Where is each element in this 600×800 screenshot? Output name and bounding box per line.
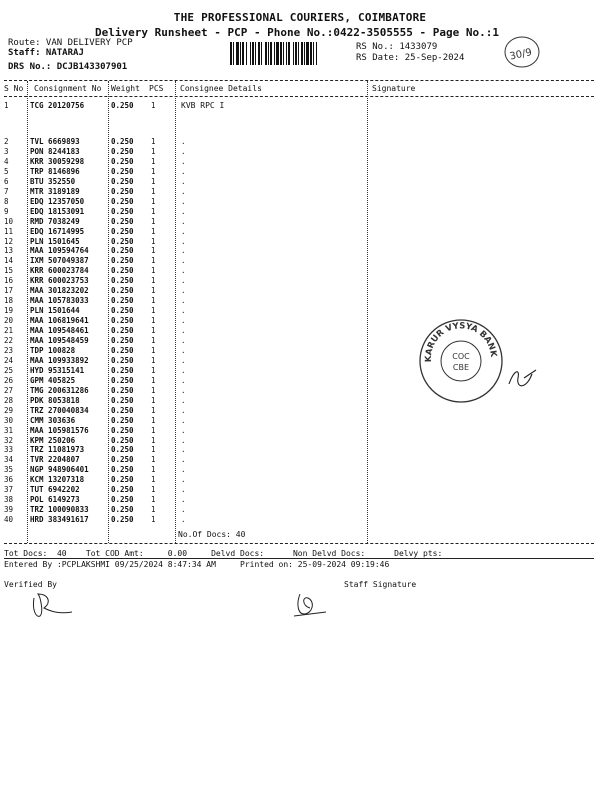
row-weight: 0.250 xyxy=(111,166,134,176)
divider-totals xyxy=(4,558,594,559)
row-sno: 3 xyxy=(4,146,9,156)
row-consignee: . xyxy=(181,276,186,286)
row-pcs: 1 xyxy=(151,256,156,266)
row-consignee: . xyxy=(181,246,186,256)
row-consignment-no: IXM 507049387 xyxy=(30,256,89,266)
row-weight: 0.250 xyxy=(111,395,134,405)
row-weight: 0.250 xyxy=(111,226,134,236)
row-consignment-no: MAA 301823202 xyxy=(30,286,89,296)
row-pcs: 1 xyxy=(151,246,156,256)
row-consignee: . xyxy=(181,505,186,515)
row-weight: 0.250 xyxy=(111,355,134,365)
row-weight: 0.250 xyxy=(111,375,134,385)
row-weight: 0.250 xyxy=(111,455,134,465)
row-pcs: 1 xyxy=(151,515,156,525)
row-weight: 0.250 xyxy=(111,146,134,156)
row-consignee: . xyxy=(181,455,186,465)
row-sno: 29 xyxy=(4,405,14,415)
row-weight: 0.250 xyxy=(111,296,134,306)
row-pcs: 1 xyxy=(151,276,156,286)
row-pcs: 1 xyxy=(151,306,156,316)
row-weight: 0.250 xyxy=(111,415,134,425)
row-weight: 0.250 xyxy=(111,196,134,206)
row-pcs: 1 xyxy=(151,137,156,146)
staff-signature xyxy=(290,588,330,620)
row-sno: 19 xyxy=(4,306,14,316)
row-sno: 4 xyxy=(4,156,9,166)
row-pcs: 1 xyxy=(151,216,156,226)
col-weight: Weight xyxy=(111,84,140,93)
verified-by-label: Verified By xyxy=(4,580,57,589)
company-title: THE PROFESSIONAL COURIERS, COIMBATORE xyxy=(173,11,427,24)
row-consignment-no: MAA 105981576 xyxy=(30,425,89,435)
row-consignee: . xyxy=(181,256,186,266)
row-sno: 8 xyxy=(4,196,9,206)
row-consignee: . xyxy=(181,326,186,336)
row-pcs: 1 xyxy=(151,485,156,495)
row-consignee: . xyxy=(181,146,186,156)
row-consignment-no: TMG 200631286 xyxy=(30,385,89,395)
handwritten-page-mark xyxy=(500,30,548,72)
row-consignee: . xyxy=(181,485,186,495)
barcode-bar xyxy=(317,42,319,65)
row-consignment-no: MAA 109548459 xyxy=(30,336,89,345)
row-consignee: . xyxy=(181,166,186,176)
row-consignment-no: BTU 352550 xyxy=(30,176,76,186)
stamp-cbe: CBE xyxy=(452,363,470,372)
row-pcs: 1 xyxy=(151,345,156,355)
row-consignee: . xyxy=(181,226,186,236)
drs-number: DRS No.: DCJB143307901 xyxy=(8,62,128,72)
table-row xyxy=(0,316,600,326)
row-sno: 5 xyxy=(4,166,9,176)
row-consignment-no: HYD 95315141 xyxy=(30,365,85,375)
row-sno: 40 xyxy=(4,515,14,525)
row-pcs: 1 xyxy=(151,266,156,276)
row-consignment-no: TVL 6669893 xyxy=(30,137,80,146)
row-weight: 0.250 xyxy=(111,435,134,445)
row-weight: 0.250 xyxy=(111,137,134,146)
row-consignee: . xyxy=(181,445,186,455)
row-consignee: . xyxy=(181,495,186,505)
row-consignment-no: MAA 109548461 xyxy=(30,326,89,336)
row-sno: 36 xyxy=(4,475,14,485)
row-pcs: 1 xyxy=(151,395,156,405)
divider-top xyxy=(4,80,594,81)
row-pcs: 1 xyxy=(151,206,156,216)
row-sno: 30 xyxy=(4,415,14,425)
row-consignment-no: EDQ 12357050 xyxy=(30,196,85,206)
row-consignment-no: PLN 1501645 xyxy=(30,236,80,246)
table-row xyxy=(0,416,600,426)
row-sno: 33 xyxy=(4,445,14,455)
row-consignee: . xyxy=(181,156,186,166)
table-row xyxy=(0,157,600,167)
row-pcs: 1 xyxy=(151,176,156,186)
row-consignee: . xyxy=(181,236,186,246)
row-pcs: 1 xyxy=(151,146,156,156)
row-weight: 0.250 xyxy=(111,176,134,186)
table-row xyxy=(0,296,600,306)
row-consignee: . xyxy=(181,345,186,355)
row-weight: 0.250 xyxy=(111,256,134,266)
row-sno: 14 xyxy=(4,256,14,266)
row-consignment-no: POL 6149273 xyxy=(30,495,80,505)
row-pcs: 1 xyxy=(151,385,156,395)
row-consignment-no: PDK 8053818 xyxy=(30,395,80,405)
row-pcs: 1 xyxy=(151,336,156,345)
row-weight: 0.250 xyxy=(111,485,134,495)
row-sno: 2 xyxy=(4,137,9,146)
row-consignment-no: HRD 383491617 xyxy=(30,515,89,525)
col-sno: S No xyxy=(4,84,24,93)
row-pcs: 1 xyxy=(151,286,156,296)
row-pcs: 1 xyxy=(151,236,156,246)
table-row xyxy=(0,455,600,465)
row-sno: 9 xyxy=(4,206,9,216)
row-weight: 0.250 xyxy=(111,316,134,326)
row-weight: 0.250 xyxy=(111,206,134,216)
row-consignee: . xyxy=(181,425,186,435)
row-pcs: 1 xyxy=(151,415,156,425)
row-pcs: 1 xyxy=(151,101,156,110)
row-sno: 25 xyxy=(4,365,14,375)
runsheet-title: Delivery Runsheet - PCP - Phone No.:0422-3505555 - Page No.:1 xyxy=(95,26,499,39)
row-consignee: . xyxy=(181,385,186,395)
row-pcs: 1 xyxy=(151,326,156,336)
row-sno: 24 xyxy=(4,355,14,365)
row-consignee: . xyxy=(181,405,186,415)
row-sno: 7 xyxy=(4,186,9,196)
row-sno: 23 xyxy=(4,345,14,355)
row-consignee: . xyxy=(181,196,186,206)
row-weight: 0.250 xyxy=(111,306,134,316)
row-consignee: . xyxy=(181,515,186,525)
row-weight: 0.250 xyxy=(111,216,134,226)
row-consignment-no: MTR 3189189 xyxy=(30,186,80,196)
rs-date: RS Date: 25-Sep-2024 xyxy=(356,53,465,63)
row-pcs: 1 xyxy=(151,455,156,465)
row-pcs: 1 xyxy=(151,425,156,435)
table-row xyxy=(0,237,600,247)
row-consignment-no: PON 8244183 xyxy=(30,146,80,156)
row-consignment-no: KPM 250206 xyxy=(30,435,76,445)
row-sno: 26 xyxy=(4,375,14,385)
table-row xyxy=(0,266,600,276)
row-consignment-no: TRZ 11081973 xyxy=(30,445,85,455)
row-consignment-no: MAA 106819641 xyxy=(30,316,89,326)
row-pcs: 1 xyxy=(151,405,156,415)
bank-stamp xyxy=(418,318,504,404)
table-row xyxy=(0,256,600,266)
row-weight: 0.250 xyxy=(111,326,134,336)
stamp-bank-name: KARUR VYSYA BANK xyxy=(423,321,499,363)
row-consignee: . xyxy=(181,475,186,485)
row-weight: 0.250 xyxy=(111,365,134,375)
row-weight: 0.250 xyxy=(111,186,134,196)
row-sno: 20 xyxy=(4,316,14,326)
row-weight: 0.250 xyxy=(111,236,134,246)
row-weight: 0.250 xyxy=(111,286,134,296)
row-consignment-no: MAA 105783033 xyxy=(30,296,89,306)
row-pcs: 1 xyxy=(151,166,156,176)
table-row xyxy=(0,436,600,446)
row-sno: 32 xyxy=(4,435,14,445)
row-weight: 0.250 xyxy=(111,276,134,286)
table-row xyxy=(0,217,600,227)
row-pcs: 1 xyxy=(151,196,156,206)
row-weight: 0.250 xyxy=(111,266,134,276)
row-pcs: 1 xyxy=(151,445,156,455)
row-consignment-no: TRP 8146896 xyxy=(30,166,80,176)
table-row xyxy=(0,475,600,485)
table-row xyxy=(0,207,600,217)
row-consignee: . xyxy=(181,336,186,345)
table-row xyxy=(0,505,600,515)
row-pcs: 1 xyxy=(151,156,156,166)
row-pcs: 1 xyxy=(151,495,156,505)
row-pcs: 1 xyxy=(151,186,156,196)
row-weight: 0.250 xyxy=(111,405,134,415)
totals-line: Tot Docs: 40 Tot COD Amt: 0.00 Delvd Docs: Non Delvd Docs: Delvy pts: xyxy=(4,549,443,558)
table-row xyxy=(0,426,600,436)
table-row xyxy=(0,515,600,525)
row-sno: 28 xyxy=(4,395,14,405)
row-pcs: 1 xyxy=(151,226,156,236)
consignee-signature xyxy=(506,364,540,392)
row-weight: 0.250 xyxy=(111,495,134,505)
staff-signature-label: Staff Signature xyxy=(344,580,417,589)
barcode xyxy=(230,42,346,65)
table-row xyxy=(0,346,600,356)
row-consignee: . xyxy=(181,395,186,405)
table-row xyxy=(0,246,600,256)
row-consignment-no: KCM 13207318 xyxy=(30,475,85,485)
table-row xyxy=(0,445,600,455)
col-consignment-no: Consignment No xyxy=(34,84,102,93)
row-consignee: . xyxy=(181,176,186,186)
row-consignee: . xyxy=(181,365,186,375)
row-consignment-no: RMD 7038249 xyxy=(30,216,80,226)
row-consignment-no: KRR 600023753 xyxy=(30,276,89,286)
row-pcs: 1 xyxy=(151,465,156,475)
table-row xyxy=(0,177,600,187)
row-weight: 0.250 xyxy=(111,425,134,435)
row-weight: 0.250 xyxy=(111,101,134,110)
divider-header xyxy=(4,96,594,97)
row-sno: 31 xyxy=(4,425,14,435)
row-consignment-no: PLN 1501644 xyxy=(30,306,80,316)
row-sno: 34 xyxy=(4,455,14,465)
row-consignment-no: EDQ 16714995 xyxy=(30,226,85,236)
table-row xyxy=(0,187,600,197)
row-consignment-no: EDQ 18153091 xyxy=(30,206,85,216)
table-row xyxy=(0,227,600,237)
row-sno: 21 xyxy=(4,326,14,336)
route-label: Route: VAN DELIVERY PCP xyxy=(8,38,133,48)
row-sno: 15 xyxy=(4,266,14,276)
row-consignment-no: KRR 30059298 xyxy=(30,156,85,166)
row-consignment-no: TDP 100828 xyxy=(30,345,76,355)
row-pcs: 1 xyxy=(151,505,156,515)
row-pcs: 1 xyxy=(151,475,156,485)
row-weight: 0.250 xyxy=(111,445,134,455)
row-weight: 0.250 xyxy=(111,505,134,515)
row-sno: 18 xyxy=(4,296,14,306)
row-weight: 0.250 xyxy=(111,385,134,395)
handwritten-page-mark-text: 30/9 xyxy=(508,47,533,63)
row-sno: 16 xyxy=(4,276,14,286)
consignee-kvb: KVB RPC I xyxy=(181,101,225,110)
row-consignment-no: TVR 2204807 xyxy=(30,455,80,465)
row-sno: 1 xyxy=(4,101,9,110)
row-pcs: 1 xyxy=(151,355,156,365)
table-row xyxy=(0,167,600,177)
row-consignment-no: TRZ 270040834 xyxy=(30,405,89,415)
row-consignee: . xyxy=(181,375,186,385)
row-consignee: . xyxy=(181,216,186,226)
row-consignment-no: MAA 109933892 xyxy=(30,355,89,365)
table-row xyxy=(0,495,600,505)
table-row xyxy=(0,286,600,296)
row-consignee: . xyxy=(181,296,186,306)
row-sno: 11 xyxy=(4,226,14,236)
row-consignment-no: GPM 405825 xyxy=(30,375,76,385)
row-weight: 0.250 xyxy=(111,336,134,345)
rs-number: RS No.: 1433079 xyxy=(356,42,438,52)
row-sno: 6 xyxy=(4,176,9,186)
entered-by-line: Entered By :PCPLAKSHMI 09/25/2024 8:47:34 AM Printed on: 25-09-2024 09:19:46 xyxy=(4,560,390,569)
stamp-coc: COC xyxy=(452,352,470,361)
table-row xyxy=(0,326,600,336)
row-sno: 27 xyxy=(4,385,14,395)
row-consignment-no: CMM 303636 xyxy=(30,415,76,425)
row-consignee: . xyxy=(181,316,186,326)
divider-bottom xyxy=(4,543,594,544)
staff-label: Staff: NATARAJ xyxy=(8,48,84,58)
row-weight: 0.250 xyxy=(111,156,134,166)
row-pcs: 1 xyxy=(151,365,156,375)
row-pcs: 1 xyxy=(151,375,156,385)
table-row xyxy=(0,101,600,111)
row-consignee: . xyxy=(181,137,186,146)
row-consignee: . xyxy=(181,435,186,445)
verifier-signature xyxy=(30,590,75,622)
row-consignment-no: TUT 6942202 xyxy=(30,485,80,495)
row-consignee: . xyxy=(181,306,186,316)
row-consignee: . xyxy=(181,415,186,425)
table-row xyxy=(0,147,600,157)
row-pcs: 1 xyxy=(151,296,156,306)
row-sno: 39 xyxy=(4,505,14,515)
row-consignment-no: KRR 600023784 xyxy=(30,266,89,276)
row-consignment-no: MAA 109594764 xyxy=(30,246,89,256)
row-pcs: 1 xyxy=(151,316,156,326)
table-row xyxy=(0,137,600,147)
row-consignee: . xyxy=(181,266,186,276)
row-weight: 0.250 xyxy=(111,246,134,256)
table-row xyxy=(0,485,600,495)
table-row xyxy=(0,465,600,475)
row-consignment-no: TCG 20120756 xyxy=(30,101,85,110)
table-row xyxy=(0,396,600,406)
row-weight: 0.250 xyxy=(111,465,134,475)
row-weight: 0.250 xyxy=(111,515,134,525)
col-pcs: PCS xyxy=(149,84,164,93)
row-sno: 13 xyxy=(4,246,14,256)
row-consignment-no: NGP 948906401 xyxy=(30,465,89,475)
row-weight: 0.250 xyxy=(111,345,134,355)
row-sno: 37 xyxy=(4,485,14,495)
table-row xyxy=(0,276,600,286)
row-consignee: . xyxy=(181,465,186,475)
no-of-docs: No.Of Docs: 40 xyxy=(178,530,246,539)
row-sno: 17 xyxy=(4,286,14,296)
row-sno: 35 xyxy=(4,465,14,475)
col-signature: Signature xyxy=(372,84,416,93)
row-consignee: . xyxy=(181,206,186,216)
table-row xyxy=(0,406,600,416)
row-consignee: . xyxy=(181,286,186,296)
row-sno: 22 xyxy=(4,336,14,345)
col-consignee-details: Consignee Details xyxy=(180,84,262,93)
row-consignee: . xyxy=(181,355,186,365)
row-sno: 12 xyxy=(4,236,14,246)
table-row xyxy=(0,197,600,207)
table-row xyxy=(0,336,600,346)
row-pcs: 1 xyxy=(151,435,156,445)
row-weight: 0.250 xyxy=(111,475,134,485)
row-consignee: . xyxy=(181,186,186,196)
table-row xyxy=(0,306,600,316)
row-sno: 38 xyxy=(4,495,14,505)
row-consignment-no: TRZ 100090833 xyxy=(30,505,89,515)
row-sno: 10 xyxy=(4,216,14,226)
